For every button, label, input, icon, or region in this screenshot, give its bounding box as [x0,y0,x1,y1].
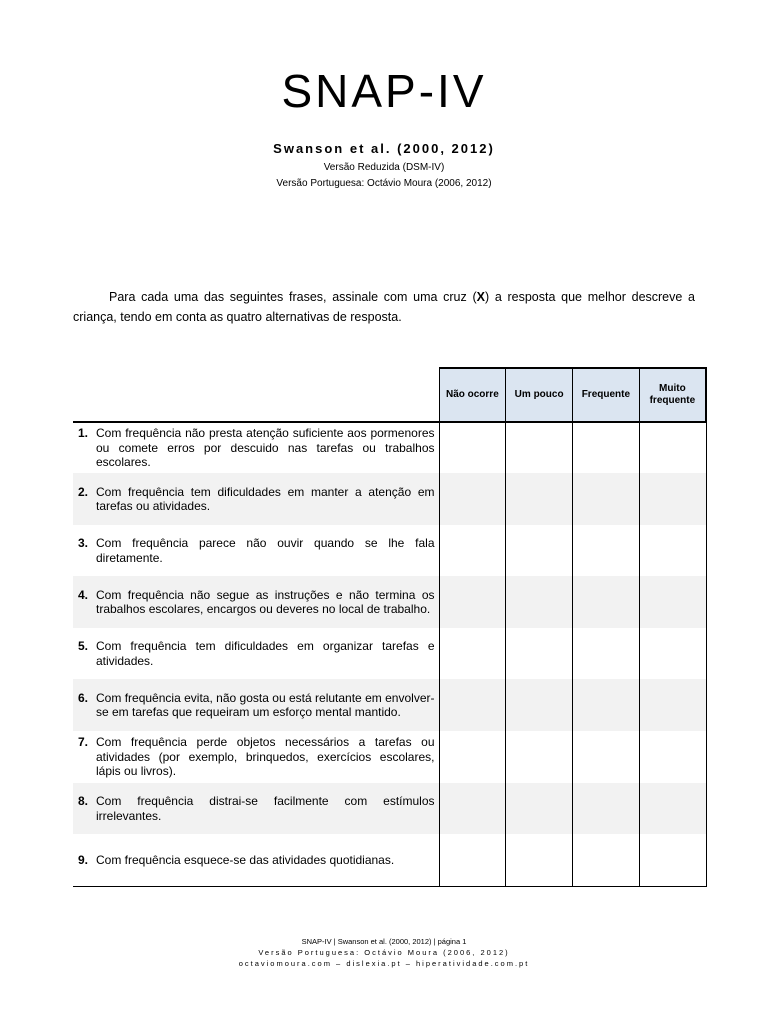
answer-cell[interactable] [439,473,506,525]
footer-line-3: octaviomoura.com – dislexia.pt – hiperatividade.com.pt [238,959,530,968]
authors-line: Swanson et al. (2000, 2012) [273,141,495,156]
question-cell [73,731,439,783]
table-row [73,834,706,886]
answer-cell[interactable] [639,783,706,834]
answer-cell[interactable] [573,731,640,783]
question-cell [73,422,439,473]
answer-cell[interactable] [506,679,573,731]
instructions-mark: X [476,289,485,304]
footer-line-2: Versão Portuguesa: Octávio Moura (2006, 2012) [258,948,510,957]
header-blank-cell [73,368,439,422]
column-header-nao-ocorre: Não ocorre [439,368,506,422]
table-row [73,731,706,783]
question-cell [73,783,439,834]
answer-cell[interactable] [639,679,706,731]
document-title: SNAP-IV [281,65,487,117]
answer-cell[interactable] [639,525,706,576]
column-header-um-pouco: Um pouco [506,368,573,422]
answer-cell[interactable] [639,422,706,473]
question-cell [73,473,439,525]
question-cell [73,628,439,679]
answer-cell[interactable] [506,783,573,834]
question-number: 5. [78,639,89,653]
answer-cell[interactable] [573,576,640,628]
answer-cell[interactable] [506,834,573,886]
footer-line-1: SNAP-IV | Swanson et al. (2000, 2012) | página 1 [301,937,467,946]
question-text: Com frequência não segue as instruções e não termina os trabalhos escolares, encargos ou deveres no local de trabalho. [96,587,435,616]
answer-cell[interactable] [439,576,506,628]
answer-cell[interactable] [439,731,506,783]
answer-cell[interactable] [573,628,640,679]
question-text: Com frequência evita, não gosta ou está relutante em envolver-se em tarefas que requeiram um esforço mental mantido. [96,690,435,719]
answer-cell[interactable] [506,422,573,473]
answer-cell[interactable] [573,422,640,473]
question-number: 1. [78,426,89,441]
answer-cell[interactable] [506,731,573,783]
answer-cell[interactable] [439,422,506,473]
version-portuguese: Versão Portuguesa: Octávio Moura (2006, 2012) [276,178,492,189]
question-number: 7. [78,735,89,750]
answer-cell[interactable] [439,525,506,576]
question-number: 3. [78,536,89,550]
question-cell [73,525,439,576]
table-row [73,422,706,473]
table-row [73,576,706,628]
version-reduced: Versão Reduzida (DSM-IV) [323,162,445,173]
answer-cell[interactable] [506,576,573,628]
question-number: 9. [78,852,89,867]
answer-cell[interactable] [439,783,506,834]
question-text: Com frequência perde objetos necessários a tarefas ou atividades (por exemplo, brinquedos, exercícios escolares, lápis ou livros). [96,735,435,779]
question-text: Com frequência parece não ouvir quando se lhe fala diretamente. [96,536,435,565]
question-cell [73,679,439,731]
answer-cell[interactable] [639,731,706,783]
answer-cell[interactable] [506,628,573,679]
table-row [73,783,706,834]
answer-cell[interactable] [639,628,706,679]
answer-cell[interactable] [439,679,506,731]
answer-cell[interactable] [573,525,640,576]
table-row [73,473,706,525]
question-number: 8. [78,794,89,808]
answer-cell[interactable] [573,679,640,731]
answer-cell[interactable] [573,834,640,886]
instructions-after: ) a resposta que melhor descreve a criança, tendo em conta as quatro alternativas de resposta. [73,289,695,324]
table-row [73,525,706,576]
question-text: Com frequência tem dificuldades em manter a atenção em tarefas ou atividades. [96,484,435,513]
questionnaire-table [73,367,707,887]
table-row [73,679,706,731]
question-number: 4. [78,587,89,602]
instructions-paragraph [73,287,695,327]
question-text: Com frequência distrai-se facilmente com estímulos irrelevantes. [96,794,435,823]
answer-cell[interactable] [506,525,573,576]
column-header-frequente: Frequente [573,368,640,422]
instructions-before: Para cada uma das seguintes frases, assinale com uma cruz ( [109,289,477,304]
answer-cell[interactable] [439,628,506,679]
answer-cell[interactable] [573,473,640,525]
question-number: 6. [78,690,89,705]
answer-cell[interactable] [639,473,706,525]
answer-cell[interactable] [439,834,506,886]
question-cell [73,576,439,628]
answer-cell[interactable] [639,834,706,886]
table-row [73,628,706,679]
column-header-muito-frequente: Muito frequente [639,368,706,422]
question-text: Com frequência não presta atenção suficiente aos pormenores ou comete erros por descuido nas tarefas ou trabalhos escolares. [96,426,435,470]
answer-cell[interactable] [573,783,640,834]
question-text: Com frequência tem dificuldades em organizar tarefas e atividades. [96,639,435,668]
answer-cell[interactable] [506,473,573,525]
question-cell [73,834,439,886]
question-text: Com frequência esquece-se das atividades quotidianas. [96,852,395,867]
question-number: 2. [78,484,89,499]
answer-cell[interactable] [639,576,706,628]
